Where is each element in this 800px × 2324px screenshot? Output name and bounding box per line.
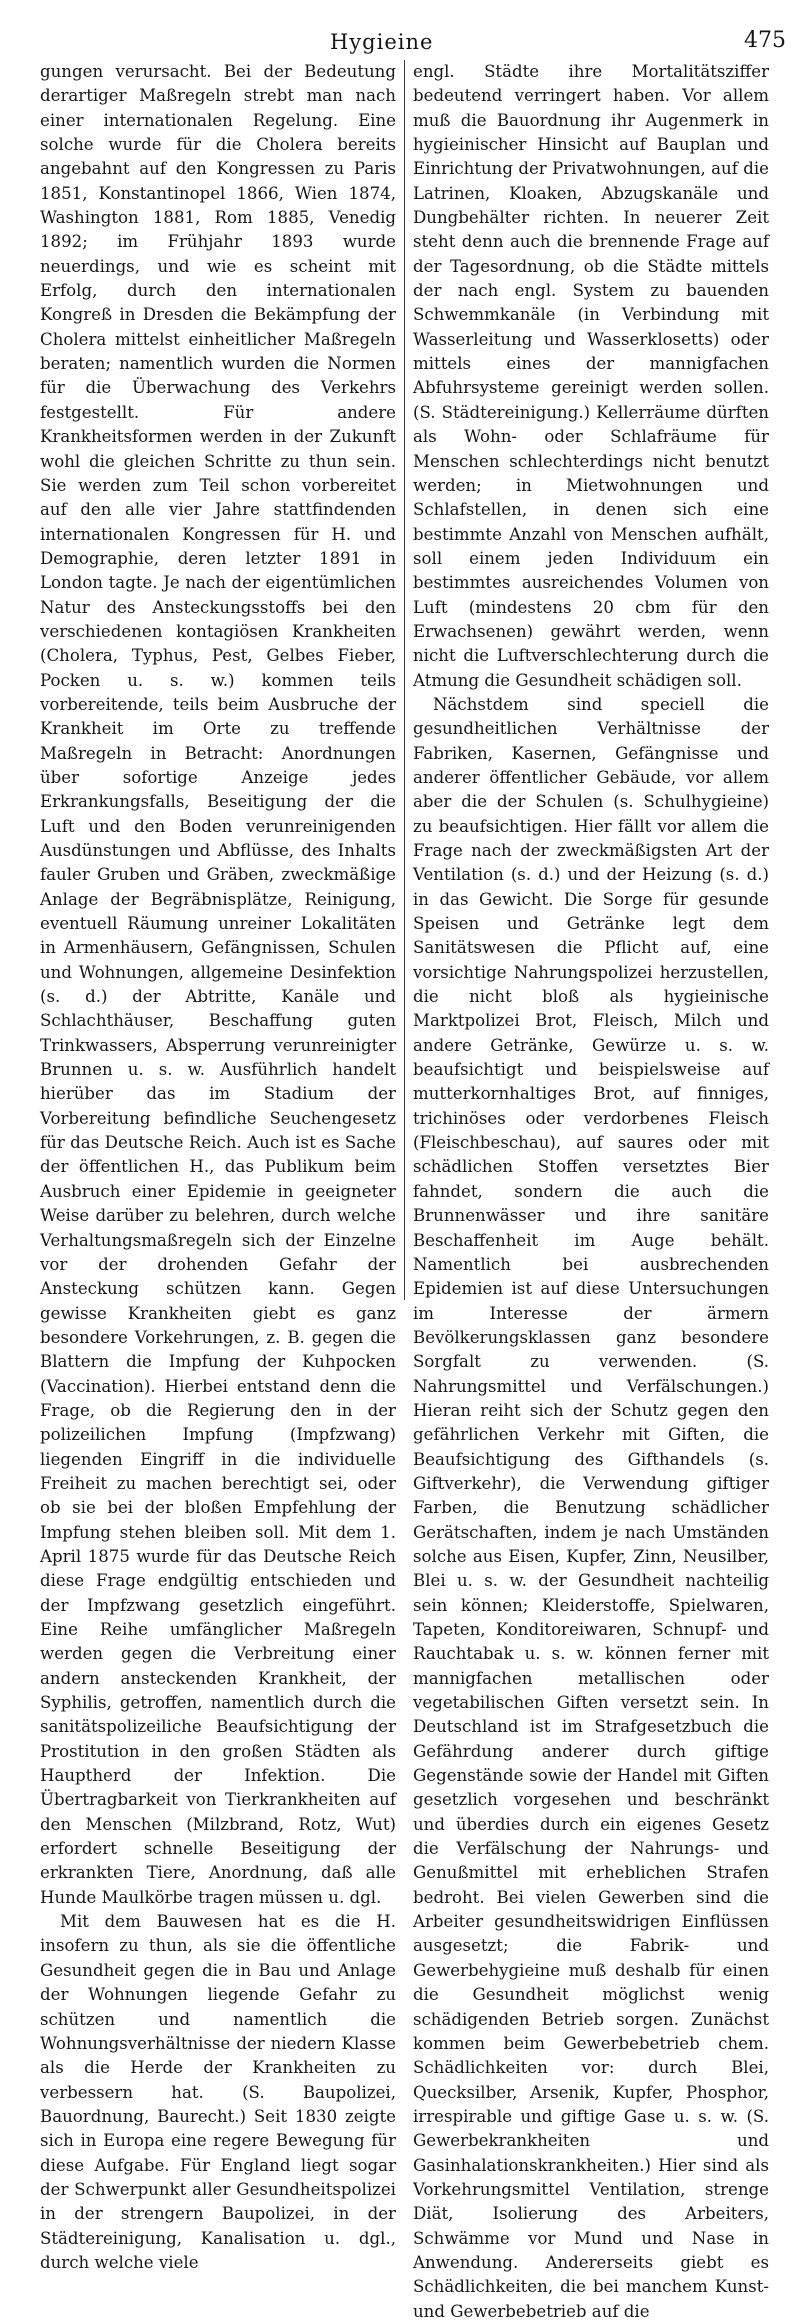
- right-column: [413, 60, 769, 2324]
- column-divider: [404, 60, 405, 1300]
- right-paragraph-1: engl. Städte ihre Mortalitätsziffer bedeutend verringert haben. Vor allem muß die Bauordnung ihr Augenmerk in hygieinischer Hinsicht auf Bauplan und Einrichtung der Privatwohnungen, auf die Latrinen, Kloaken, Abzugskanäle und Dungbehälter richten. In neuerer Zeit steht denn auch die brennende Frage auf der Tagesordnung, ob die Städte mittels der nach engl. System zu bauenden Schwemmkanäle (in Verbindung mit Wasserleitung und Wasserklosetts) oder mittels eines der mannigfachen Abfuhrsysteme gereinigt werden sollen. (S. Städtereinigung.) Kellerräume dürften als Wohn- oder Schlafräume für Menschen schlechterdings nicht benutzt werden; in Mietwohnungen und Schlafstellen, in denen sich eine bestimmte Anzahl von Menschen aufhält, soll einem jeden Individuum ein bestimmtes ausreichendes Volumen von Luft (mindestens 20 cbm für den Erwachsenen) gewährt werden, wenn nicht die Luftverschlechterung durch die Atmung die Gesundheit schädigen soll.: [413, 62, 769, 690]
- left-paragraph-1: gungen verursacht. Bei der Bedeutung derartiger Maßregeln strebt man nach einer internationalen Regelung. Eine solche wurde für die Cholera bereits angebahnt auf den Kongressen zu Paris 1851, Konstantinopel 1866, Wien 1874, Washington 1881, Rom 1885, Venedig 1892; im Frühjahr 1893 wurde neuerdings, und wie es scheint mit Erfolg, durch den internationalen Kongreß in Dresden die Bekämpfung der Cholera mittelst einheitlicher Maßregeln beraten; namentlich wurden die Normen für die Überwachung des Verkehrs festgestellt. Für andere Krankheitsformen werden in der Zukunft wohl die gleichen Schritte zu thun sein. Sie werden zum Teil schon vorbereitet auf den alle vier Jahre stattfindenden internationalen Kongressen für H. und Demographie, deren letzter 1891 in London tagte. Je nach der eigentümlichen Natur des Ansteckungsstoffs bei den verschiedenen kontagiösen Krankheiten (Cholera, Typhus, Pest, Gelbes Fieber, Pocken u. s. w.) kommen teils vorbereitende, teils beim Ausbruche der Krankheit im Orte zu treffende Maßregeln in Betracht: Anordnungen über sofortige Anzeige jedes Erkrankungsfalls, Beseitigung der die Luft und den Boden verunreinigenden Ausdünstungen und Abflüsse, des Inhalts fauler Gruben und Gräben, zweckmäßige Anlage der Begräbnisplätze, Reinigung, eventuell Räumung unreiner Lokalitäten in Armenhäusern, Gefängnissen, Schulen und Wohnungen, allgemeine Desinfektion (s. d.) der Abtritte, Kanäle und Schlachthäuser, Beschaffung guten Trinkwassers, Absperrung verunreinigter Brunnen u. s. w. Ausführlich handelt hierüber das im Stadium der Vorbereitung befindliche Seuchengesetz für das Deutsche Reich. Auch ist es Sache der öffentlichen H., das Publikum beim Ausbruch einer Epidemie in geeigneter Weise darüber zu belehren, durch welche Verhaltungsmaßregeln sich der Einzelne vor der drohenden Gefahr der Ansteckung schützen kann. Gegen gewisse Krankheiten giebt es ganz besondere Vorkehrungen, z. B. gegen die Blattern die Impfung der Kuhpocken (Vaccination). Hierbei entstand denn die Frage, ob die Regierung den in der polizeilichen Impfung (Impfzwang) liegenden Eingriff in die individuelle Freiheit zu machen berechtigt sei, oder ob sie bei der bloßen Empfehlung der Impfung stehen bleiben soll. Mit dem 1. April 1875 wurde für das Deutsche Reich diese Frage endgültig entschieden und der Impfzwang gesetzlich eingeführt. Eine Reihe umfänglicher Maßregeln werden gegen die Verbreitung einer andern ansteckenden Krankheit, der Syphilis, getroffen, namentlich durch die sanitätspolizeiliche Beaufsichtigung der Prostitution in den großen Städten als Hauptherd der Infektion. Die Übertragbarkeit von Tierkrankheiten auf den Menschen (Milzbrand, Rotz, Wut) erfordert schnelle Beseitigung der erkrankten Tiere, Anordnung, daß alle Hunde Maulkörbe tragen müssen u. dgl.: [40, 62, 396, 1907]
- left-paragraph-2: Mit dem Bauwesen hat es die H. insofern zu thun, als sie die öffentliche Gesundheit gegen die in Bau und Anlage der Wohnungen liegende Gefahr zu schützen und namentlich die Wohnungsverhältnisse der niedern Klasse als die Herde der Krankheiten zu verbessern hat. (S. Baupolizei, Bauordnung, Baurecht.) Seit 1830 zeigte sich in Europa eine regere Bewegung für diese Aufgabe. Für England liegt sogar der Schwerpunkt aller Gesundheitspolizei in der strengern Baupolizei, in der Städtereinigung, Kanalisation u. dgl., durch welche viele: [40, 1912, 396, 2272]
- right-paragraph-2: Nächstdem sind speciell die gesundheitlichen Verhältnisse der Fabriken, Kasernen, Gefängnisse und anderer öffentlicher Gebäude, vor allem aber die der Schulen (s. Schulhygieine) zu beaufsichtigen. Hier fällt vor allem die Frage nach der zweckmäßigsten Art der Ventilation (s. d.) und der Heizung (s. d.) in das Gewicht. Die Sorge für gesunde Speisen und Getränke legt dem Sanitätswesen die Pflicht auf, eine vorsichtige Nahrungspolizei herzustellen, die nicht bloß als hygieinische Marktpolizei Brot, Fleisch, Milch und andere Getränke, Gewürze u. s. w. beaufsichtigt und beispielsweise auf mutterkornhaltiges Brot, auf finniges, trichinöses oder verdorbenes Fleisch (Fleischbeschau), auf saures oder mit schädlichen Stoffen versetztes Bier fahndet, sondern die auch die Brunnenwässer und ihre sanitäre Beschaffenheit im Auge behält. Namentlich bei ausbrechenden Epidemien ist auf diese Untersuchungen im Interesse der ärmern Bevölkerungsklassen ganz besondere Sorgfalt zu verwenden. (S. Nahrungsmittel und Verfälschungen.) Hieran reiht sich der Schutz gegen den gefährlichen Verkehr mit Giften, die Beaufsichtigung des Gifthandels (s. Giftverkehr), die Verwendung giftiger Farben, die Benutzung schädlicher Gerätschaften, indem je nach Umständen solche aus Eisen, Kupfer, Zinn, Neusilber, Blei u. s. w. der Gesundheit nachteilig sein können; Kleiderstoffe, Spielwaren, Tapeten, Konditoreiwaren, Schnupf- und Rauchtabak u. s. w. können ferner mit mannigfachen metallischen oder vegetabilischen Giften versetzt sein. In Deutschland ist im Strafgesetzbuch die Gefährdung anderer durch giftige Gegenstände sowie der Handel mit Giften gesetzlich vorgesehen und beschränkt und überdies durch ein eigenes Gesetz die Verfälschung der Nahrungs- und Genußmittel mit erheblichen Strafen bedroht. Bei vielen Gewerben sind die Arbeiter gesundheitswidrigen Einflüssen ausgesetzt; die Fabrik- und Gewerbehygieine muß deshalb für einen die Gesundheit möglichst wenig schädigenden Betrieb sorgen. Zunächst kommen beim Gewerbebetrieb chem. Schädlichkeiten vor: durch Blei, Quecksilber, Arsenik, Kupfer, Phosphor, irrespirable und giftige Gase u. s. w. (S. Gewerbekrankheiten und Gasinhalationskrankheiten.) Hier sind als Vorkehrungsmittel Ventilation, strenge Diät, Isolierung des Arbeiters, Schwämme vor Mund und Nase in Anwendung. Andererseits giebt es Schädlichkeiten, die bei manchem Kunst- und Gewerbebetrieb auf die: [413, 694, 769, 2321]
- left-column: [40, 60, 396, 2275]
- page-header: [0, 8, 800, 54]
- running-title: Hygieine: [330, 30, 434, 54]
- page-number: 475: [744, 28, 786, 53]
